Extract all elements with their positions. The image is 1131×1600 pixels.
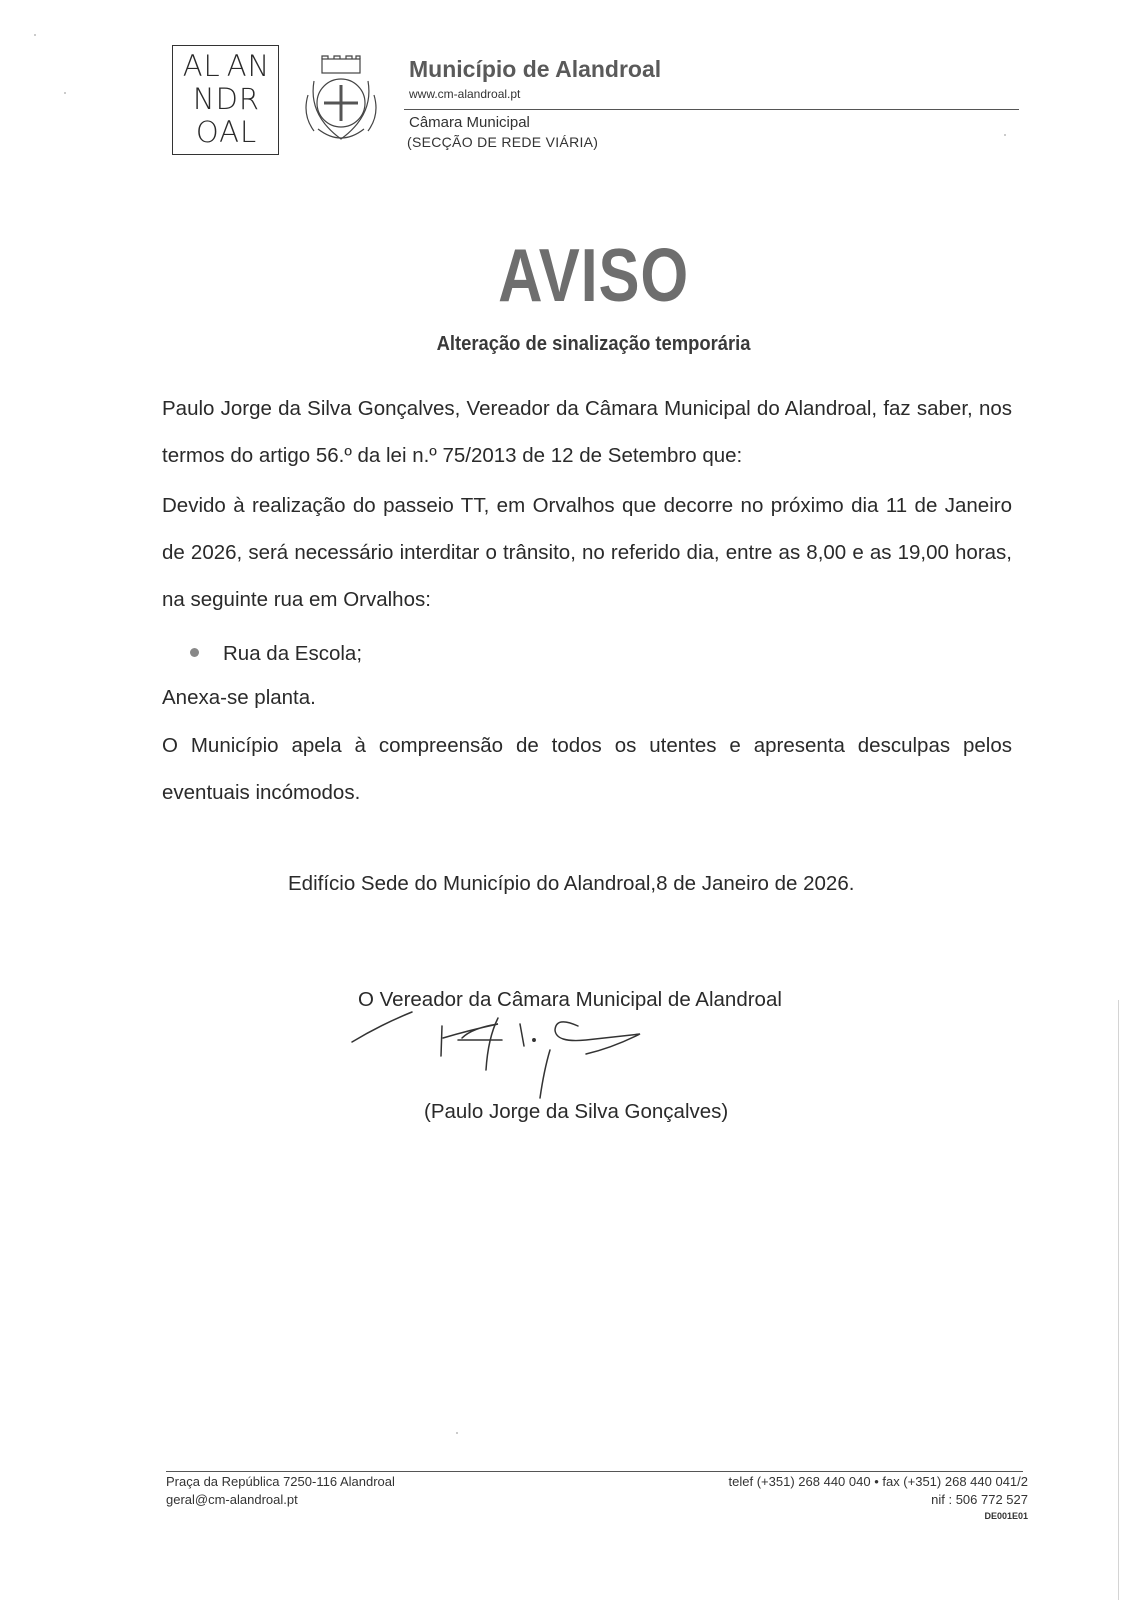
department-name: Câmara Municipal [409,114,530,131]
footer-address: Praça da República 7250-116 Alandroal [166,1474,395,1489]
notice-title: AVISO [498,233,690,317]
scan-edge [1118,1000,1119,1600]
footer-email[interactable]: geral@cm-alandroal.pt [166,1492,298,1507]
bullet-icon [190,648,199,657]
municipality-name: Município de Alandroal [409,56,662,82]
logo-text: AL AN NDR OAL [182,49,271,149]
notice-subtitle: Alteração de sinalização temporária [436,333,751,355]
document-code: DE001E01 [984,1511,1028,1521]
street-name: Rua da Escola; [223,642,363,665]
closure-paragraph: Devido à realização do passeio TT, em Orvalhos que decorre no próximo dia 11 de Janeiro de 2026, será necessário interditar o trânsito, no referido dia, entre as 8,00 e as 19,00 horas, na seguinte rua em Orvalhos: [162,494,1012,611]
header-divider [404,109,1019,110]
signer-title: O Vereador da Câmara Municipal de Alandroal [358,988,782,1011]
footer-divider [166,1471,1023,1472]
annex-note: Anexa-se planta. [162,686,316,709]
place-and-date: Edifício Sede do Município do Alandroal,8 de Janeiro de 2026. [288,872,855,895]
scan-speck [64,92,66,94]
scan-speck [456,1432,458,1434]
list-item [190,642,362,666]
website-link[interactable]: www.cm-alandroal.pt [409,87,521,101]
scan-speck [34,34,36,36]
department-section: (SECÇÃO DE REDE VIÁRIA) [407,134,599,150]
handwritten-signature [350,1010,670,1105]
footer-nif: nif : 506 772 527 [931,1492,1028,1507]
alandroal-logo [172,45,279,155]
signer-name: (Paulo Jorge da Silva Gonçalves) [424,1100,729,1123]
scan-speck [1004,134,1006,136]
municipal-crest-icon [300,55,382,147]
footer-phones: telef (+351) 268 440 040 • fax (+351) 268 440 041/2 [728,1474,1028,1489]
apology-paragraph: O Município apela à compreensão de todos os utentes e apresenta desculpas pelos eventuais incómodos. [162,734,1012,804]
intro-paragraph: Paulo Jorge da Silva Gonçalves, Vereador da Câmara Municipal do Alandroal, faz saber, nos termos do artigo 56.º da lei n.º 75/2013 de 12 de Setembro que: [162,397,1012,467]
